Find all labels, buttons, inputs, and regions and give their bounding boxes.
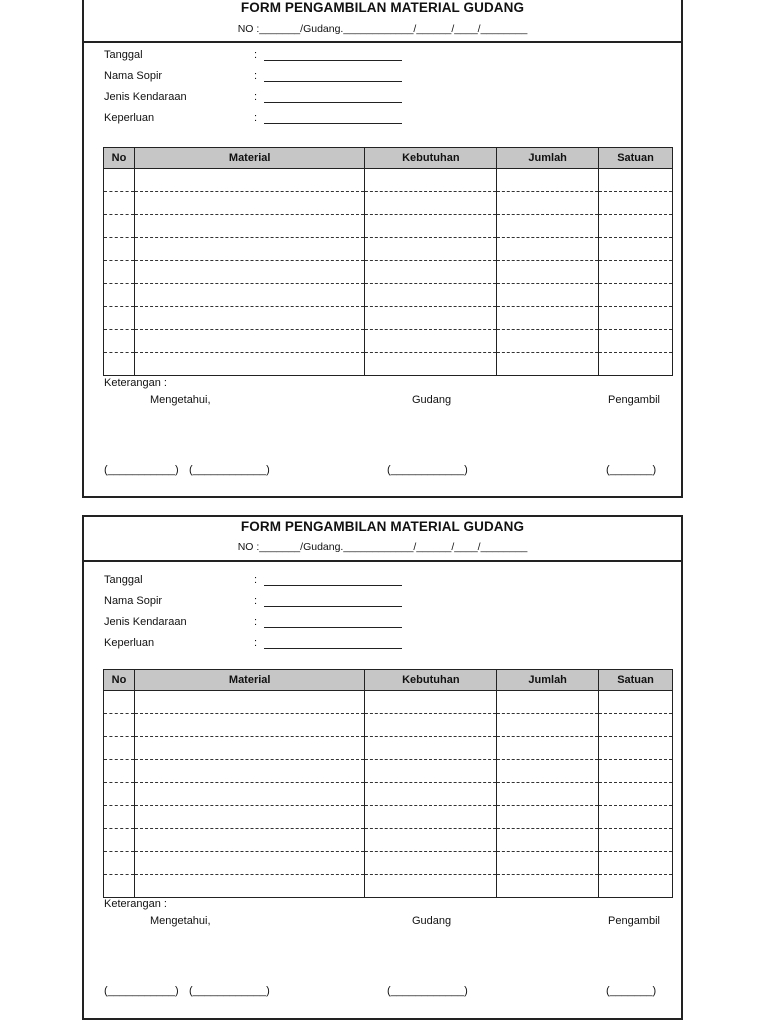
column-header-material: Material — [134, 148, 364, 169]
cell-satuan[interactable] — [599, 806, 673, 829]
table-row — [104, 875, 673, 898]
cell-kebutuhan[interactable] — [365, 284, 497, 307]
table-row — [104, 238, 673, 261]
cell-no[interactable] — [104, 875, 135, 898]
material-table — [103, 669, 673, 898]
cell-kebutuhan[interactable] — [365, 261, 497, 284]
cell-no[interactable] — [104, 806, 135, 829]
field-label: Keperluan — [104, 637, 155, 649]
table-row — [104, 783, 673, 806]
field-input-line[interactable] — [264, 606, 402, 607]
cell-material[interactable] — [134, 852, 364, 875]
field-colon: : — [254, 616, 258, 628]
cell-kebutuhan[interactable] — [365, 192, 497, 215]
field-colon: : — [254, 595, 258, 607]
field-colon: : — [254, 91, 258, 103]
cell-satuan[interactable] — [599, 691, 673, 714]
cell-satuan[interactable] — [599, 783, 673, 806]
table-row — [104, 760, 673, 783]
form-header — [84, 0, 681, 43]
column-header-no: No — [104, 148, 135, 169]
form-title: FORM PENGAMBILAN MATERIAL GUDANG — [240, 0, 525, 15]
form-sheet-1 — [82, 0, 683, 498]
cell-jumlah[interactable] — [497, 284, 599, 307]
table-row — [104, 714, 673, 737]
cell-jumlah[interactable] — [497, 760, 599, 783]
cell-jumlah[interactable] — [497, 691, 599, 714]
field-colon: : — [254, 112, 258, 124]
table-row — [104, 806, 673, 829]
cell-jumlah[interactable] — [497, 261, 599, 284]
cell-no[interactable] — [104, 737, 135, 760]
signature-mengetahui-label: Mengetahui, — [150, 915, 211, 927]
signature-line: (____________) — [387, 464, 468, 476]
cell-material[interactable] — [134, 238, 364, 261]
cell-no[interactable] — [104, 238, 135, 261]
signature-line: (____________) — [387, 985, 468, 997]
table-row — [104, 261, 673, 284]
column-header-kebutuhan: Kebutuhan — [365, 670, 497, 691]
form-title: FORM PENGAMBILAN MATERIAL GUDANG — [240, 519, 525, 534]
material-table — [103, 147, 673, 376]
table-row — [104, 169, 673, 192]
cell-jumlah[interactable] — [497, 238, 599, 261]
field-label: Keperluan — [104, 112, 155, 124]
table-header-row — [104, 148, 673, 169]
field-label: Nama Sopir — [104, 70, 163, 82]
cell-kebutuhan[interactable] — [365, 714, 497, 737]
cell-kebutuhan[interactable] — [365, 238, 497, 261]
cell-material[interactable] — [134, 737, 364, 760]
column-header-material: Material — [134, 670, 364, 691]
field-label: Jenis Kendaraan — [104, 91, 187, 103]
cell-satuan[interactable] — [599, 192, 673, 215]
cell-jumlah[interactable] — [497, 737, 599, 760]
table-row — [104, 353, 673, 376]
cell-no[interactable] — [104, 353, 135, 376]
signature-pengambil-label: Pengambil — [608, 915, 660, 927]
cell-kebutuhan[interactable] — [365, 875, 497, 898]
cell-satuan[interactable] — [599, 829, 673, 852]
cell-no[interactable] — [104, 192, 135, 215]
signature-line: (_______) — [606, 985, 657, 997]
field-colon: : — [254, 637, 258, 649]
cell-jumlah[interactable] — [497, 169, 599, 192]
cell-material[interactable] — [134, 192, 364, 215]
cell-kebutuhan[interactable] — [365, 806, 497, 829]
cell-material[interactable] — [134, 760, 364, 783]
field-colon: : — [254, 49, 258, 61]
signature-mengetahui-label: Mengetahui, — [150, 394, 211, 406]
table-row — [104, 284, 673, 307]
field-input-line[interactable] — [264, 585, 402, 586]
field-input-line[interactable] — [264, 102, 402, 103]
table-row — [104, 691, 673, 714]
cell-satuan[interactable] — [599, 307, 673, 330]
cell-satuan[interactable] — [599, 330, 673, 353]
cell-jumlah[interactable] — [497, 215, 599, 238]
cell-jumlah[interactable] — [497, 829, 599, 852]
cell-material[interactable] — [134, 875, 364, 898]
signature-line: (___________) — [104, 464, 179, 476]
cell-kebutuhan[interactable] — [365, 691, 497, 714]
cell-jumlah[interactable] — [497, 875, 599, 898]
cell-no[interactable] — [104, 215, 135, 238]
cell-satuan[interactable] — [599, 238, 673, 261]
column-header-satuan: Satuan — [599, 148, 673, 169]
cell-material[interactable] — [134, 284, 364, 307]
field-label: Tanggal — [104, 49, 143, 61]
cell-no[interactable] — [104, 169, 135, 192]
cell-material[interactable] — [134, 806, 364, 829]
cell-material[interactable] — [134, 783, 364, 806]
field-colon: : — [254, 574, 258, 586]
column-header-jumlah: Jumlah — [497, 670, 599, 691]
signature-line: (____________) — [189, 464, 270, 476]
cell-jumlah[interactable] — [497, 714, 599, 737]
cell-no[interactable] — [104, 284, 135, 307]
cell-material[interactable] — [134, 215, 364, 238]
table-row — [104, 330, 673, 353]
table-row — [104, 829, 673, 852]
cell-jumlah[interactable] — [497, 192, 599, 215]
cell-satuan[interactable] — [599, 714, 673, 737]
cell-material[interactable] — [134, 714, 364, 737]
signature-line: (___________) — [104, 985, 179, 997]
column-header-satuan: Satuan — [599, 670, 673, 691]
cell-jumlah[interactable] — [497, 852, 599, 875]
cell-satuan[interactable] — [599, 737, 673, 760]
cell-kebutuhan[interactable] — [365, 783, 497, 806]
cell-kebutuhan[interactable] — [365, 829, 497, 852]
cell-no[interactable] — [104, 714, 135, 737]
cell-no[interactable] — [104, 829, 135, 852]
cell-kebutuhan[interactable] — [365, 307, 497, 330]
table-header-row — [104, 670, 673, 691]
column-header-kebutuhan: Kebutuhan — [365, 148, 497, 169]
signature-line: (____________) — [189, 985, 270, 997]
cell-satuan[interactable] — [599, 261, 673, 284]
cell-satuan[interactable] — [599, 169, 673, 192]
cell-satuan[interactable] — [599, 215, 673, 238]
cell-satuan[interactable] — [599, 353, 673, 376]
cell-satuan[interactable] — [599, 760, 673, 783]
table-row — [104, 307, 673, 330]
cell-kebutuhan[interactable] — [365, 852, 497, 875]
column-header-jumlah: Jumlah — [497, 148, 599, 169]
keterangan-label: Keterangan : — [104, 898, 167, 910]
cell-kebutuhan[interactable] — [365, 330, 497, 353]
document-number: NO :_______/Gudang.____________/______/____/________ — [237, 541, 528, 553]
field-label: Tanggal — [104, 574, 143, 586]
cell-no[interactable] — [104, 760, 135, 783]
cell-satuan[interactable] — [599, 852, 673, 875]
cell-no[interactable] — [104, 307, 135, 330]
table-row — [104, 192, 673, 215]
cell-material[interactable] — [134, 169, 364, 192]
cell-material[interactable] — [134, 330, 364, 353]
signature-gudang-label: Gudang — [412, 394, 452, 406]
document-number: NO :_______/Gudang.____________/______/____/________ — [237, 23, 528, 35]
table-row — [104, 737, 673, 760]
cell-kebutuhan[interactable] — [365, 215, 497, 238]
cell-jumlah[interactable] — [497, 353, 599, 376]
cell-material[interactable] — [134, 829, 364, 852]
field-input-line[interactable] — [264, 648, 402, 649]
form-sheet-2 — [82, 515, 683, 1020]
table-row — [104, 852, 673, 875]
cell-satuan[interactable] — [599, 284, 673, 307]
field-label: Nama Sopir — [104, 595, 163, 607]
cell-material[interactable] — [134, 307, 364, 330]
field-label: Jenis Kendaraan — [104, 616, 187, 628]
cell-kebutuhan[interactable] — [365, 353, 497, 376]
signature-gudang-label: Gudang — [412, 915, 452, 927]
cell-jumlah[interactable] — [497, 330, 599, 353]
form-header — [84, 517, 681, 562]
cell-jumlah[interactable] — [497, 806, 599, 829]
field-input-line[interactable] — [264, 123, 402, 124]
cell-material[interactable] — [134, 691, 364, 714]
field-input-line[interactable] — [264, 81, 402, 82]
field-input-line[interactable] — [264, 60, 402, 61]
column-header-no: No — [104, 670, 135, 691]
cell-satuan[interactable] — [599, 875, 673, 898]
cell-no[interactable] — [104, 852, 135, 875]
cell-material[interactable] — [134, 261, 364, 284]
cell-no[interactable] — [104, 691, 135, 714]
cell-kebutuhan[interactable] — [365, 169, 497, 192]
cell-kebutuhan[interactable] — [365, 760, 497, 783]
cell-jumlah[interactable] — [497, 307, 599, 330]
table-row — [104, 215, 673, 238]
field-input-line[interactable] — [264, 627, 402, 628]
signature-line: (_______) — [606, 464, 657, 476]
cell-no[interactable] — [104, 261, 135, 284]
cell-jumlah[interactable] — [497, 783, 599, 806]
field-colon: : — [254, 70, 258, 82]
signature-pengambil-label: Pengambil — [608, 394, 660, 406]
cell-no[interactable] — [104, 330, 135, 353]
cell-no[interactable] — [104, 783, 135, 806]
cell-material[interactable] — [134, 353, 364, 376]
keterangan-label: Keterangan : — [104, 377, 167, 389]
cell-kebutuhan[interactable] — [365, 737, 497, 760]
